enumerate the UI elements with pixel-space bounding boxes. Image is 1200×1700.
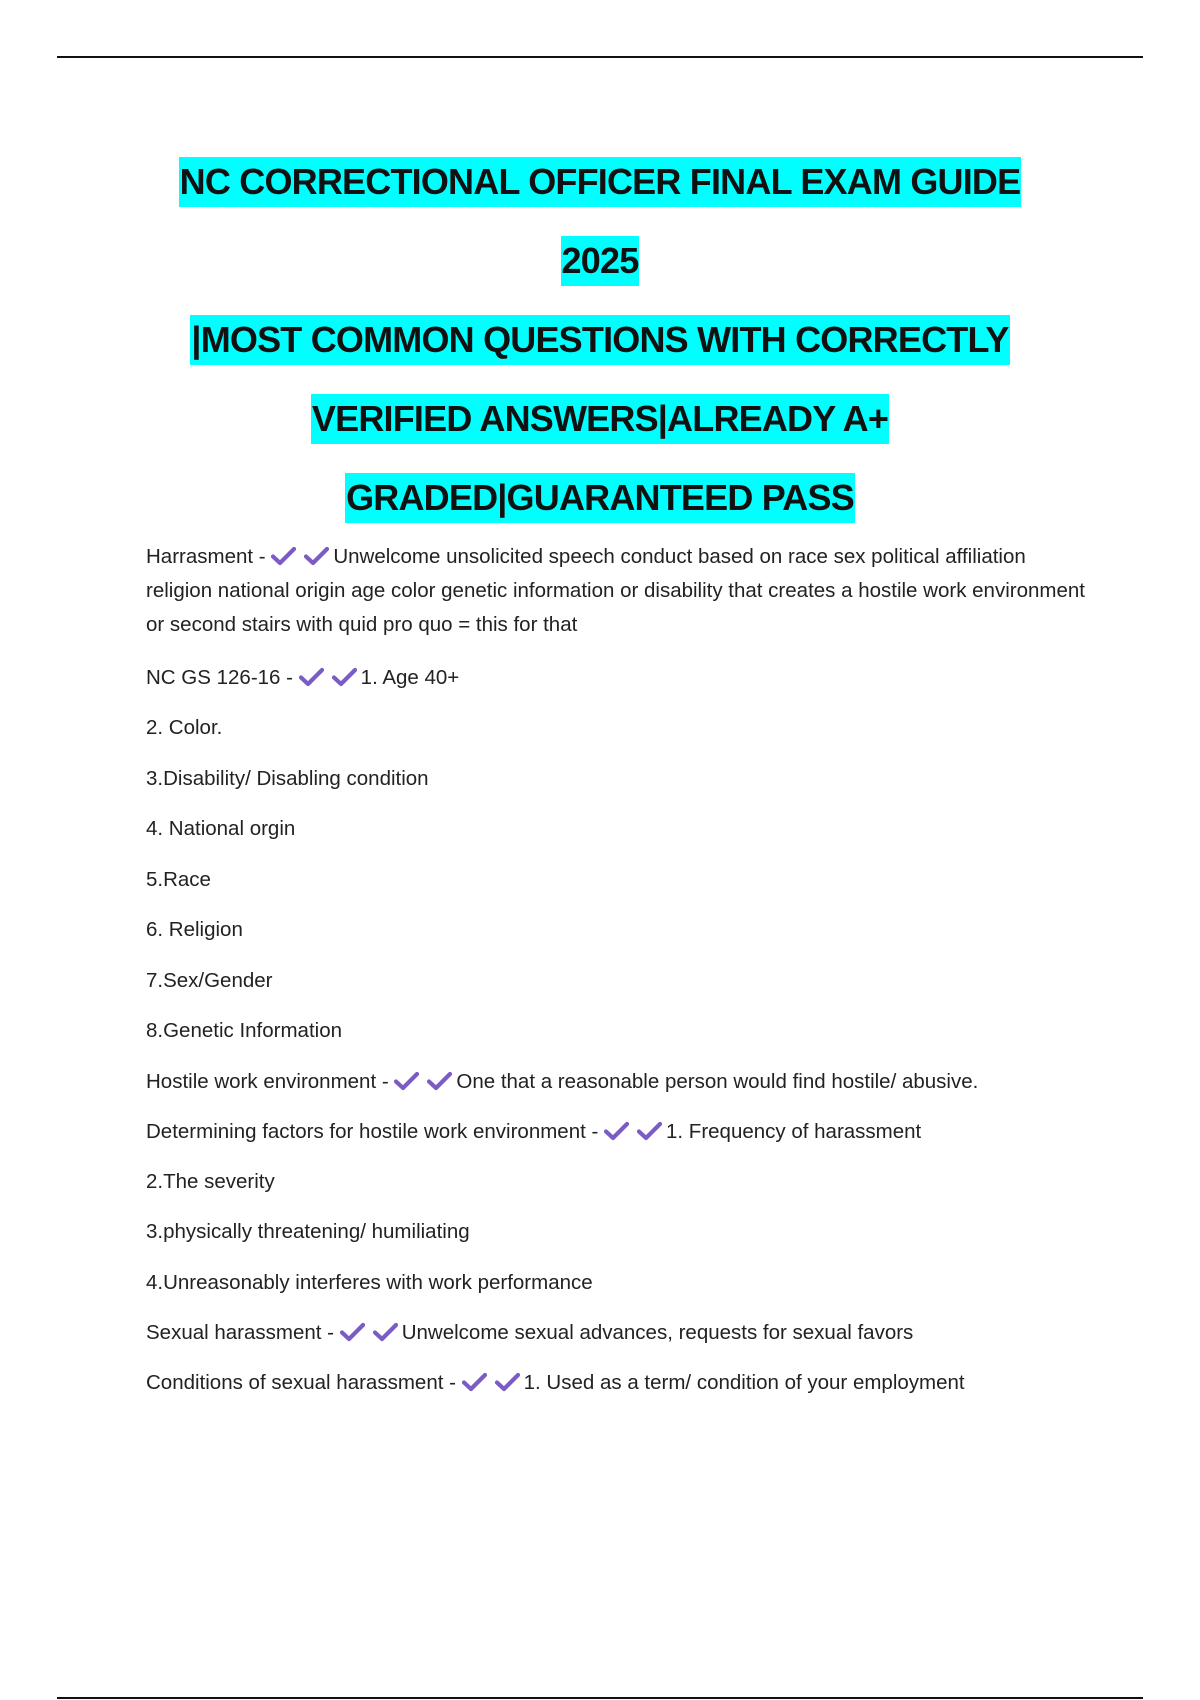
term-label: Harrasment -	[146, 545, 272, 568]
list-item-text: 8.Genetic Information	[146, 1019, 342, 1042]
title-line-4: VERIFIED ANSWERS|ALREADY A+	[311, 394, 889, 444]
checkmark-icon	[427, 1071, 452, 1091]
document-title	[60, 142, 1140, 537]
checkmark-icon	[332, 667, 357, 687]
list-item-text: 5.Race	[146, 867, 211, 891]
list-item	[146, 1014, 1096, 1048]
term-label: Sexual harassment -	[146, 1321, 340, 1344]
footer-rule	[57, 1697, 1143, 1699]
list-item-text: 2.The severity	[146, 1169, 275, 1193]
checkmark-icon	[604, 1121, 629, 1141]
list-item	[146, 964, 1096, 998]
checkmark-icon	[462, 1372, 487, 1392]
title-line-2: 2025	[561, 236, 640, 286]
term-entry	[146, 1115, 1096, 1149]
list-item-text: 3.Disability/ Disabling condition	[146, 766, 429, 790]
list-item-text: 4. National orgin	[146, 817, 296, 840]
list-item-text: 7.Sex/Gender	[146, 968, 273, 992]
answer-text: 1. Age 40+	[360, 666, 460, 689]
term-entry	[146, 540, 1096, 642]
list-item-text: 2. Color.	[146, 716, 223, 739]
header-rule	[57, 56, 1143, 58]
title-line-1: NC CORRECTIONAL OFFICER FINAL EXAM GUIDE	[179, 157, 1022, 207]
term-label: Conditions of sexual harassment -	[146, 1371, 462, 1394]
checkmark-icon	[299, 667, 324, 687]
checkmark-icon	[394, 1071, 419, 1091]
term-entry	[146, 1065, 1096, 1099]
term-label: Determining factors for hostile work environment -	[146, 1119, 605, 1143]
answer-text: Unwelcome sexual advances, requests for sexual favors	[401, 1321, 914, 1344]
answer-text: 1. Used as a term/ condition of your employment	[523, 1371, 965, 1394]
list-item	[146, 711, 1096, 745]
list-item-text: 6. Religion	[146, 918, 243, 941]
list-item	[146, 1165, 1096, 1199]
title-line-3: |MOST COMMON QUESTIONS WITH CORRECTLY	[190, 315, 1009, 365]
list-item	[146, 762, 1096, 796]
title-line-5: GRADED|GUARANTEED PASS	[345, 473, 855, 523]
term-entry	[146, 661, 1096, 695]
checkmark-icon	[340, 1322, 365, 1342]
list-item-text: 4.Unreasonably interferes with work performance	[146, 1270, 593, 1294]
list-item-text: 3.physically threatening/ humiliating	[146, 1220, 470, 1243]
list-item	[146, 913, 1096, 947]
term-entry	[146, 1316, 1096, 1350]
list-item	[146, 1215, 1096, 1249]
flashcard-list	[146, 540, 1096, 1416]
answer-text: Unwelcome unsolicited speech conduct based on race sex political affiliation religion national origin age color genetic information or disability that creates a hostile work environment or second stairs with quid pro quo = this for that	[146, 545, 1085, 636]
checkmark-icon	[271, 546, 296, 566]
term-entry	[146, 1366, 1096, 1400]
term-label: NC GS 126-16 -	[146, 666, 299, 689]
answer-text: One that a reasonable person would find hostile/ abusive.	[456, 1069, 979, 1093]
checkmark-icon	[637, 1121, 662, 1141]
answer-text: 1. Frequency of harassment	[666, 1119, 922, 1143]
term-label: Hostile work environment -	[146, 1069, 395, 1093]
checkmark-icon	[304, 546, 329, 566]
list-item	[146, 1266, 1096, 1300]
list-item	[146, 812, 1096, 846]
list-item	[146, 863, 1096, 897]
checkmark-icon	[373, 1322, 398, 1342]
checkmark-icon	[495, 1372, 520, 1392]
